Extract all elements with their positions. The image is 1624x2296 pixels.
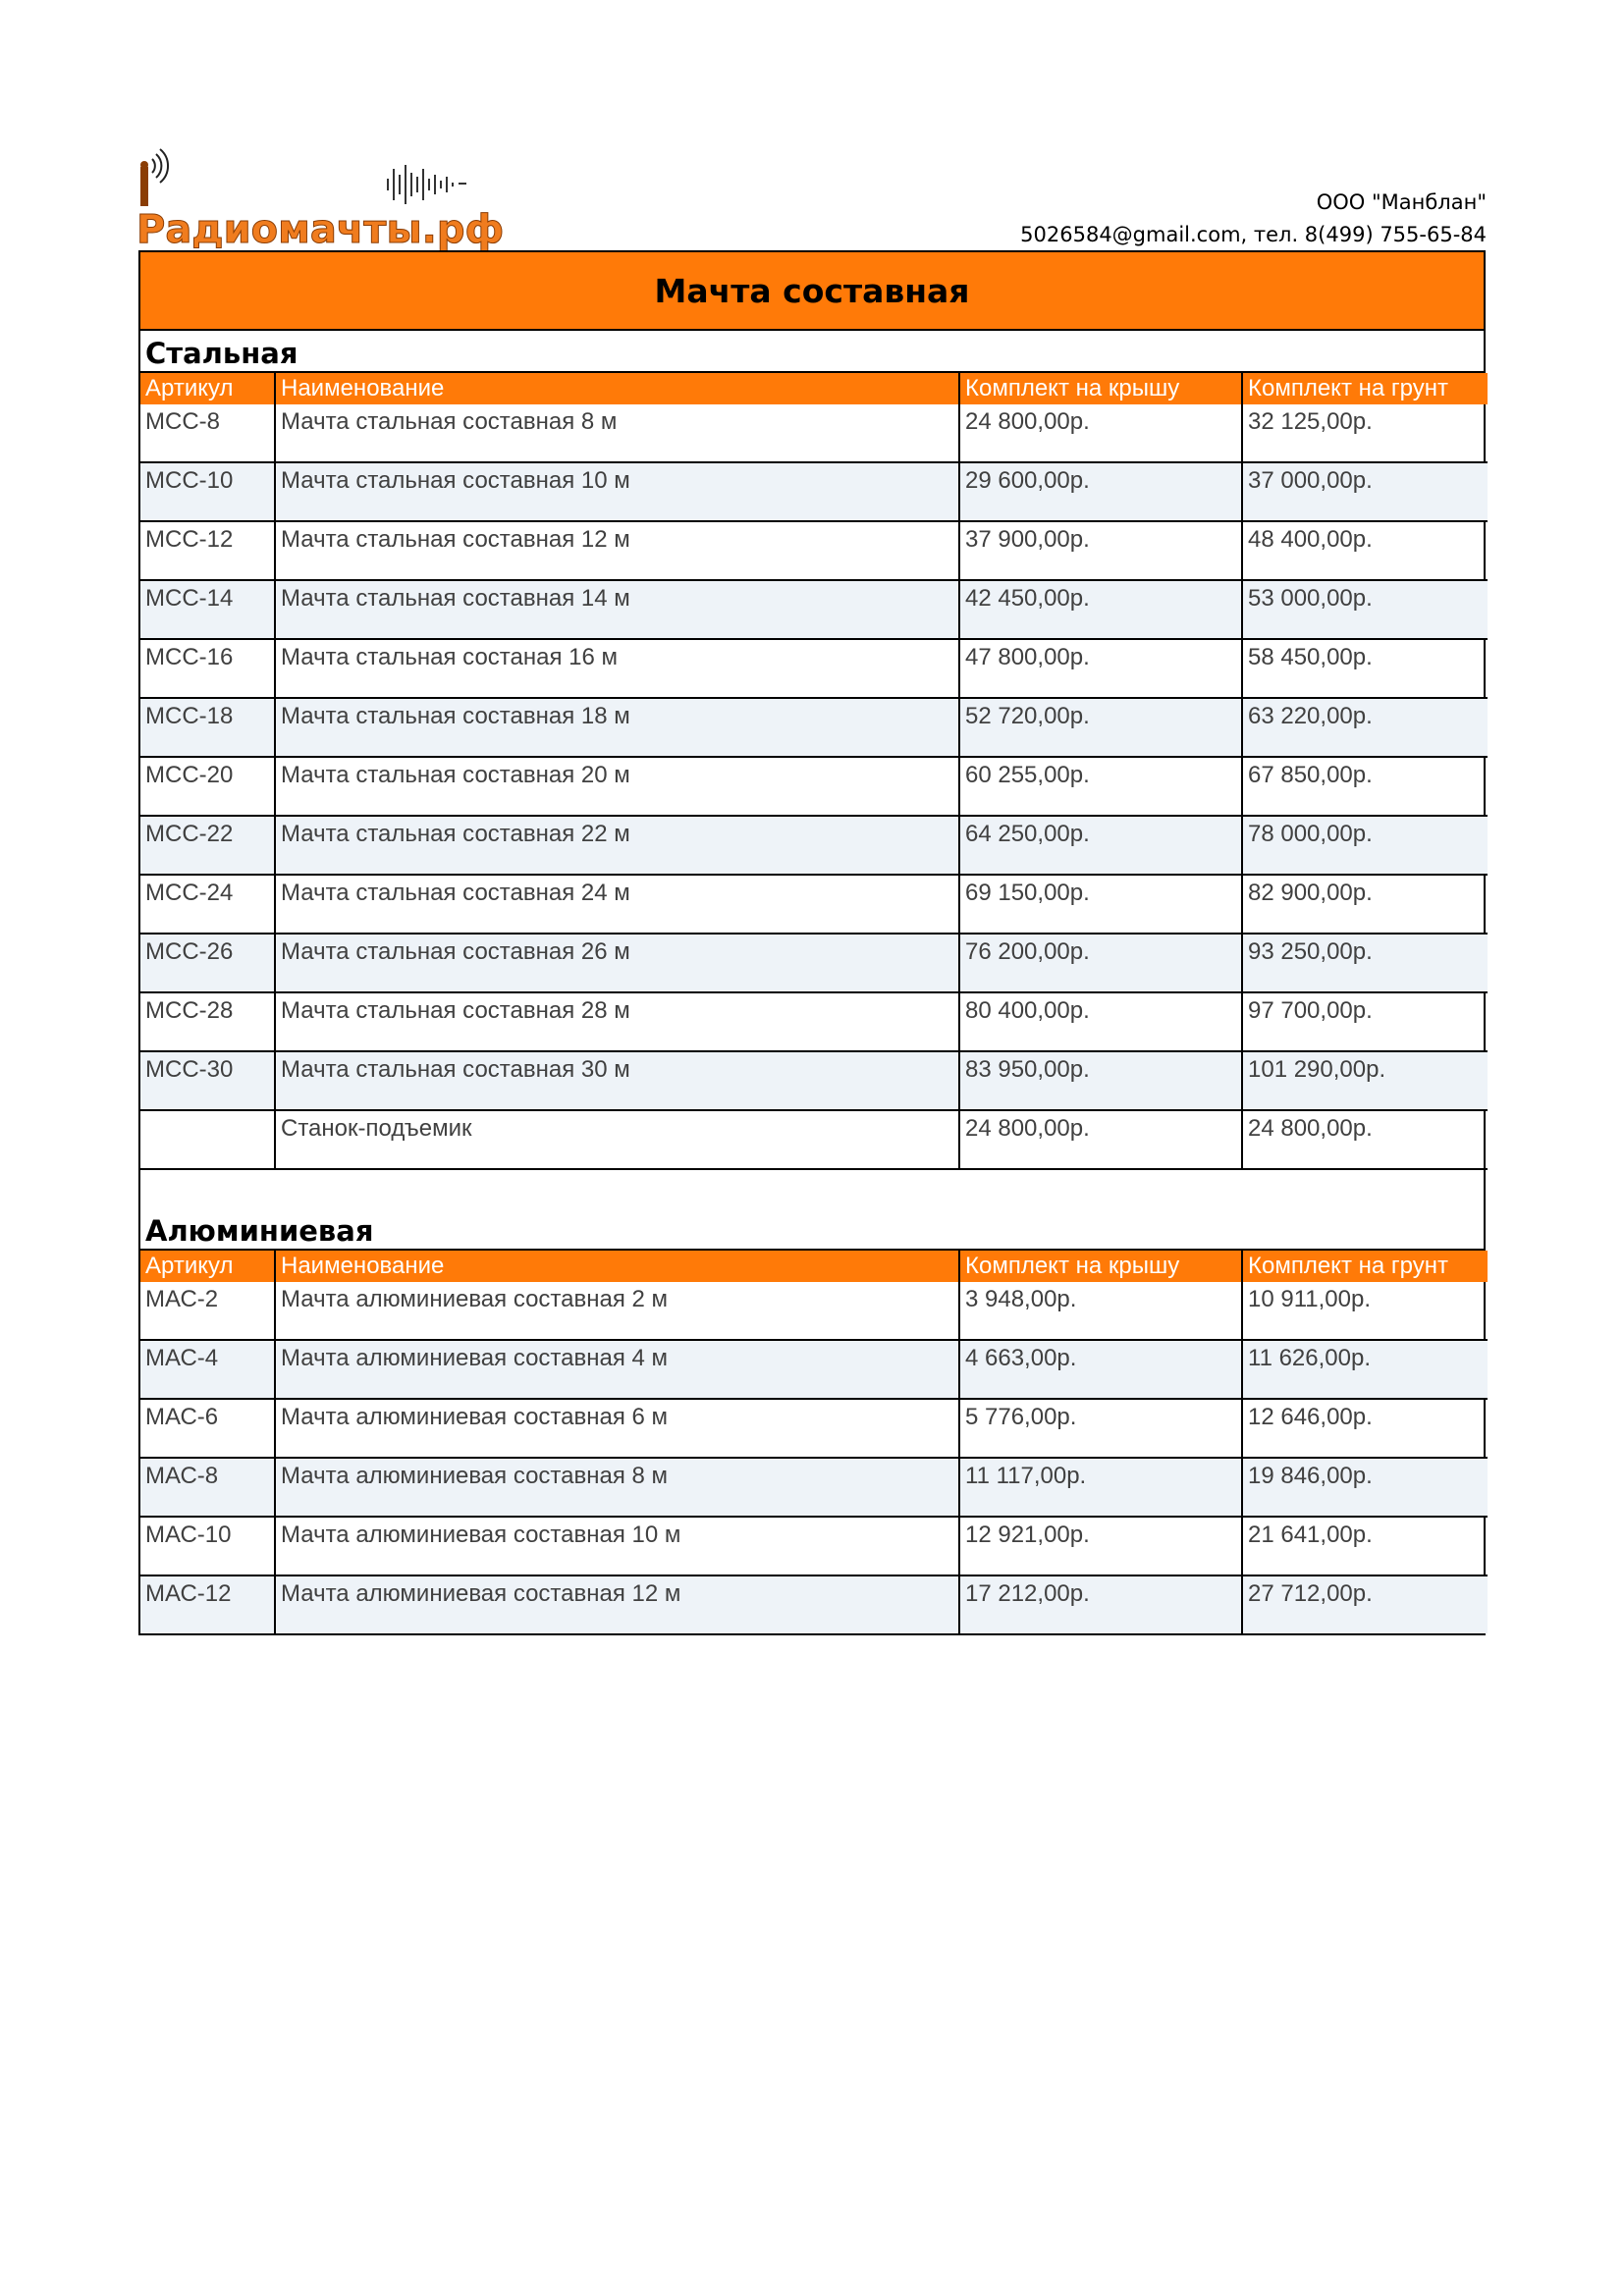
cell-name: Мачта стальная составная 20 м [275,757,959,816]
header-name: Наименование [275,373,959,404]
table-row [140,992,1488,1051]
cell-roof-price: 17 212,00р. [959,1575,1242,1633]
cell-sku: МАС-12 [140,1575,275,1633]
cell-sku: МСС-30 [140,1051,275,1110]
cell-roof-price: 29 600,00р. [959,462,1242,521]
header-roof-kit: Комплект на крышу [959,1251,1242,1282]
cell-roof-price: 4 663,00р. [959,1340,1242,1399]
table-row [140,1110,1488,1169]
cell-roof-price: 52 720,00р. [959,698,1242,757]
table-row [140,1517,1488,1575]
cell-roof-price: 83 950,00р. [959,1051,1242,1110]
section-title-steel: Стальная [140,331,1484,373]
cell-name: Мачта стальная составная 8 м [275,404,959,462]
cell-ground-price: 58 450,00р. [1242,639,1488,698]
cell-roof-price: 47 800,00р. [959,639,1242,698]
cell-sku: МАС-8 [140,1458,275,1517]
section-title-aluminum: Алюминиевая [140,1170,1484,1251]
cell-name: Мачта стальная составная 24 м [275,875,959,934]
cell-ground-price: 12 646,00р. [1242,1399,1488,1458]
cell-ground-price: 19 846,00р. [1242,1458,1488,1517]
cell-sku: МСС-24 [140,875,275,934]
cell-ground-price: 24 800,00р. [1242,1110,1488,1169]
cell-name: Мачта стальная составная 14 м [275,580,959,639]
cell-roof-price: 24 800,00р. [959,1110,1242,1169]
cell-ground-price: 63 220,00р. [1242,698,1488,757]
cell-name: Мачта алюминиевая составная 8 м [275,1458,959,1517]
table-row [140,934,1488,992]
table-row [140,462,1488,521]
radio-tower-icon [136,147,186,206]
table-row [140,1340,1488,1399]
cell-name: Станок-подъемик [275,1110,959,1169]
header-ground-kit: Комплект на грунт [1242,1251,1488,1282]
company-logo[interactable] [136,147,505,252]
cell-roof-price: 24 800,00р. [959,404,1242,462]
table-header-row [140,373,1488,404]
cell-sku: МСС-22 [140,816,275,875]
cell-sku: МСС-12 [140,521,275,580]
cell-sku: МСС-16 [140,639,275,698]
sound-wave-icon [380,163,468,206]
table-row [140,1282,1488,1340]
table-row [140,521,1488,580]
company-name: ООО "Манблан" [1316,190,1487,214]
cell-ground-price: 53 000,00р. [1242,580,1488,639]
company-info [1020,187,1487,251]
cell-sku: МСС-18 [140,698,275,757]
cell-roof-price: 64 250,00р. [959,816,1242,875]
table-row [140,1399,1488,1458]
cell-sku: МСС-26 [140,934,275,992]
cell-ground-price: 93 250,00р. [1242,934,1488,992]
cell-roof-price: 42 450,00р. [959,580,1242,639]
header-sku: Артикул [140,373,275,404]
cell-ground-price: 78 000,00р. [1242,816,1488,875]
cell-sku: МСС-20 [140,757,275,816]
cell-name: Мачта алюминиевая составная 6 м [275,1399,959,1458]
cell-name: Мачта стальная состаная 16 м [275,639,959,698]
header-name: Наименование [275,1251,959,1282]
cell-ground-price: 82 900,00р. [1242,875,1488,934]
cell-sku: МСС-28 [140,992,275,1051]
aluminum-table [140,1251,1488,1633]
table-row [140,757,1488,816]
table-header-row [140,1251,1488,1282]
cell-roof-price: 80 400,00р. [959,992,1242,1051]
cell-name: Мачта стальная составная 10 м [275,462,959,521]
cell-sku: МАС-4 [140,1340,275,1399]
cell-ground-price: 32 125,00р. [1242,404,1488,462]
price-sheet [138,250,1486,1635]
header-roof-kit: Комплект на крышу [959,373,1242,404]
cell-roof-price: 69 150,00р. [959,875,1242,934]
table-row [140,1051,1488,1110]
cell-name: Мачта стальная составная 30 м [275,1051,959,1110]
cell-name: Мачта стальная составная 28 м [275,992,959,1051]
cell-roof-price: 76 200,00р. [959,934,1242,992]
cell-ground-price: 11 626,00р. [1242,1340,1488,1399]
cell-name: Мачта алюминиевая составная 2 м [275,1282,959,1340]
cell-ground-price: 97 700,00р. [1242,992,1488,1051]
cell-ground-price: 37 000,00р. [1242,462,1488,521]
cell-name: Мачта алюминиевая составная 12 м [275,1575,959,1633]
table-row [140,816,1488,875]
cell-ground-price: 67 850,00р. [1242,757,1488,816]
cell-ground-price: 21 641,00р. [1242,1517,1488,1575]
cell-sku: МСС-14 [140,580,275,639]
cell-name: Мачта стальная составная 18 м [275,698,959,757]
page-title: Мачта составная [140,252,1484,331]
cell-sku: МСС-10 [140,462,275,521]
cell-ground-price: 27 712,00р. [1242,1575,1488,1633]
logo-text: Радиомачты.рф [136,207,505,252]
cell-ground-price: 48 400,00р. [1242,521,1488,580]
table-row [140,1458,1488,1517]
company-contacts[interactable]: 5026584@gmail.com, тел. 8(499) 755-65-84 [1020,223,1487,246]
steel-table [140,373,1488,1170]
table-row [140,580,1488,639]
table-row [140,639,1488,698]
cell-roof-price: 3 948,00р. [959,1282,1242,1340]
cell-sku: МАС-6 [140,1399,275,1458]
cell-sku: МАС-10 [140,1517,275,1575]
cell-name: Мачта стальная составная 26 м [275,934,959,992]
table-row [140,404,1488,462]
table-row [140,1575,1488,1633]
table-row [140,698,1488,757]
cell-sku: МАС-2 [145,1286,219,1312]
cell-name: Мачта алюминиевая составная 4 м [275,1340,959,1399]
header-ground-kit: Комплект на грунт [1242,373,1488,404]
cell-name: Мачта алюминиевая составная 10 м [275,1517,959,1575]
cell-ground-price: 101 290,00р. [1242,1051,1488,1110]
cell-roof-price: 11 117,00р. [959,1458,1242,1517]
cell-name: Мачта стальная составная 22 м [275,816,959,875]
cell-roof-price: 60 255,00р. [959,757,1242,816]
cell-roof-price: 37 900,00р. [959,521,1242,580]
table-row [140,875,1488,934]
cell-roof-price: 5 776,00р. [959,1399,1242,1458]
header-sku: Артикул [140,1251,275,1282]
cell-roof-price: 12 921,00р. [959,1517,1242,1575]
cell-name: Мачта стальная составная 12 м [275,521,959,580]
cell-ground-price: 10 911,00р. [1242,1282,1488,1340]
cell-sku: МСС-8 [145,408,220,435]
cell-sku [140,1110,275,1169]
